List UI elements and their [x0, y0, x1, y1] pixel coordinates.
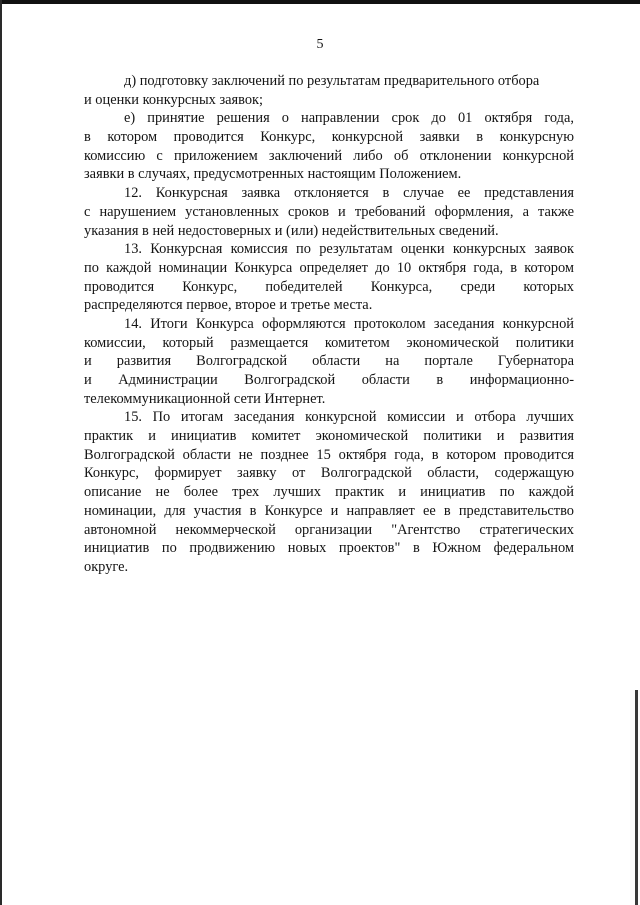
- text-line: 14. Итоги Конкурса оформляются протоколом заседания конкурсной: [124, 315, 574, 332]
- text-line: 13. Конкурсная комиссия по результатам оценки конкурсных заявок: [124, 241, 574, 258]
- text-line: телекоммуникационной сети Интернет.: [84, 390, 326, 407]
- text-line: практик и инициатив комитет экономической политики и развития: [84, 428, 574, 445]
- text-line: в котором проводится Конкурс, конкурсной заявки в конкурсную: [84, 129, 574, 146]
- text-line: округе.: [84, 558, 129, 575]
- scan-left-edge: [0, 0, 2, 905]
- scan-right-edge: [635, 690, 638, 905]
- text-line: 15. По итогам заседания конкурсной комиссии и отбора лучших: [124, 409, 574, 426]
- text-line: д) подготовку заключений по результатам предварительного отбора: [124, 73, 540, 89]
- scan-top-edge: [0, 0, 640, 4]
- document-body: [84, 72, 574, 577]
- text-line: Волгоградской области не позднее 15 октября года, в котором проводится: [84, 446, 574, 463]
- text-line: и оценки конкурсных заявок;: [84, 91, 264, 108]
- text-line: заявки в случаях, предусмотренных настоящим Положением.: [84, 166, 462, 183]
- text-line: Конкурс, формирует заявку от Волгоградской области, содержащую: [84, 465, 574, 482]
- text-line: комиссию с приложением заключений либо об отклонении конкурсной: [84, 147, 574, 164]
- text-line: е) принятие решения о направлении срок до 01 октября года,: [124, 110, 574, 127]
- text-line: с нарушением установленных сроков и требований оформления, а также: [84, 203, 574, 220]
- text-line: распределяются первое, второе и третье места.: [84, 297, 373, 314]
- text-line: указания в ней недостоверных и (или) недействительных сведений.: [84, 222, 499, 239]
- text-line: по каждой номинации Конкурса определяет до 10 октября года, в котором: [84, 259, 574, 276]
- text-line: 12. Конкурсная заявка отклоняется в случае ее представления: [124, 185, 574, 202]
- text-line: проводится Конкурс, победителей Конкурса, среди которых: [84, 278, 574, 295]
- page-number: 5: [316, 37, 324, 52]
- text-line: комиссии, который размещается комитетом экономической политики: [84, 334, 574, 351]
- text-line: описание не более трех лучших практик и инициатив по каждой: [84, 484, 574, 501]
- text-line: автономной некоммерческой организации "Агентство стратегических: [84, 521, 574, 538]
- text-line: номинации, для участия в Конкурсе и направляет ее в представительство: [84, 502, 574, 519]
- text-line: и развития Волгоградской области на портале Губернатора: [84, 353, 574, 370]
- text-line: инициатив по продвижению новых проектов" в Южном федеральном: [84, 540, 574, 557]
- text-line: и Администрации Волгоградской области в информационно-: [84, 372, 574, 388]
